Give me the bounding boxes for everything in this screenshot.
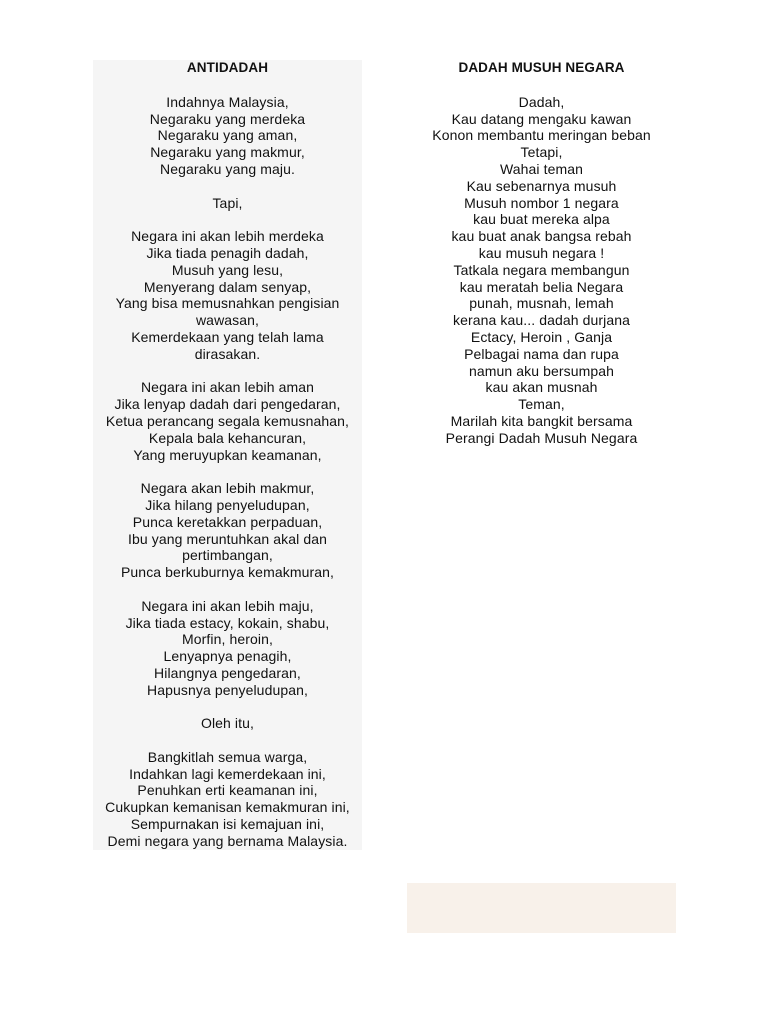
poem-line: Indahkan lagi kemerdekaan ini, [129, 765, 326, 782]
poem-line: Kepala bala kehancuran, [148, 429, 307, 446]
poem-line: Negaraku yang makmur, [150, 144, 305, 161]
stanza [93, 228, 362, 362]
poem-line: Musuh nombor 1 negara [464, 194, 619, 211]
poem-line: Jika lenyap dadah dari pengedaran, [114, 396, 341, 413]
poem-line: Dadah, [518, 93, 565, 110]
poem-line: Punca keretakkan perpaduan, [132, 513, 323, 530]
stanza [93, 480, 362, 581]
poem-line: Tapi, [212, 194, 243, 211]
poem-line: Negara ini akan lebih merdeka [131, 228, 324, 245]
stanza [93, 749, 362, 850]
poem-line: Oleh itu, [200, 715, 255, 732]
poem-line: Negaraku yang aman, [157, 127, 298, 144]
poem-title: DADAH MUSUH NEGARA [458, 60, 625, 75]
poem-line: Tatkala negara membangun [453, 261, 630, 278]
poem-line: kau buat mereka alpa [473, 211, 610, 228]
poem-line: wawasan, [195, 312, 260, 329]
poem-line: Ibu yang meruntuhkan akal dan [127, 530, 328, 547]
poem-line: Kau sebenarnya musuh [466, 177, 617, 194]
stanza [407, 94, 676, 447]
poem-line: Yang bisa memusnahkan pengisian [115, 295, 340, 312]
poem-antidadah [93, 60, 362, 850]
poem-line: Indahnya Malaysia, [166, 93, 289, 110]
poem-title: ANTIDADAH [186, 60, 269, 75]
poem-body [93, 94, 362, 850]
poem-line: Perangi Dadah Musuh Negara [445, 429, 638, 446]
poem-line: Bangkitlah semua warga, [147, 748, 308, 765]
poem-line: Jika tiada estacy, kokain, shabu, [125, 614, 330, 631]
stanza [93, 379, 362, 463]
poem-line: namun aku bersumpah [468, 362, 615, 379]
poem-line: Jika tiada penagih dadah, [146, 244, 309, 261]
poem-line: dirasakan. [194, 345, 261, 362]
poem-line: Menyerang dalam senyap, [143, 278, 312, 295]
stanza [93, 715, 362, 732]
poem-line: Lenyapnya penagih, [163, 648, 292, 665]
poem-line: Musuh yang lesu, [171, 261, 284, 278]
poem-line: Teman, [518, 396, 565, 413]
poem-dadah-musuh-negara [407, 60, 676, 447]
poem-line: Kau datang mengaku kawan [451, 110, 632, 127]
poem-line: Negara akan lebih makmur, [140, 480, 315, 497]
poem-line: Negaraku yang maju. [160, 160, 295, 177]
poem-line: Negaraku yang merdeka [149, 110, 306, 127]
blank-panel [407, 883, 676, 933]
poem-line: kau musuh negara ! [478, 244, 605, 261]
poem-line: Demi negara yang bernama Malaysia. [107, 832, 348, 849]
poem-line: kau akan musnah [485, 379, 598, 396]
poem-line: Kemerdekaan yang telah lama [131, 328, 324, 345]
poem-line: Negara ini akan lebih maju, [141, 597, 314, 614]
poem-line: Penuhkan erti keamanan ini, [137, 782, 318, 799]
poem-line: Ectacy, Heroin , Ganja [470, 328, 613, 345]
poem-line: Jika hilang penyeludupan, [145, 496, 310, 513]
poem-line: pertimbangan, [182, 547, 273, 564]
poem-line: Negara ini akan lebih aman [140, 379, 315, 396]
poem-line: kau meratah belia Negara [459, 278, 624, 295]
poem-line: Tetapi, [520, 144, 563, 161]
poem-line: Wahai teman [499, 160, 584, 177]
poem-line: Hapusnya penyeludupan, [147, 681, 308, 698]
poem-line: kau buat anak bangsa rebah [451, 228, 632, 245]
poem-line: Sempurnakan isi kemajuan ini, [130, 816, 325, 833]
poem-line: Marilah kita bangkit bersama [450, 412, 633, 429]
stanza [93, 195, 362, 212]
poem-body [407, 94, 676, 447]
poem-line: Cukupkan kemanisan kemakmuran ini, [105, 799, 350, 816]
stanza [93, 598, 362, 699]
poem-line: punah, musnah, lemah [469, 295, 614, 312]
poem-line: Morfin, heroin, [182, 631, 273, 648]
poem-line: Konon membantu meringan beban [432, 127, 651, 144]
poem-line: Ketua perancang segala kemusnahan, [105, 412, 350, 429]
poem-line: kerana kau... dadah durjana [452, 312, 631, 329]
poem-line: Punca berkuburnya kemakmuran, [120, 564, 334, 581]
poem-line: Hilangnya pengedaran, [154, 664, 301, 681]
stanza [93, 94, 362, 178]
poem-line: Pelbagai nama dan rupa [464, 345, 619, 362]
poem-line: Yang meruyupkan keamanan, [133, 446, 322, 463]
